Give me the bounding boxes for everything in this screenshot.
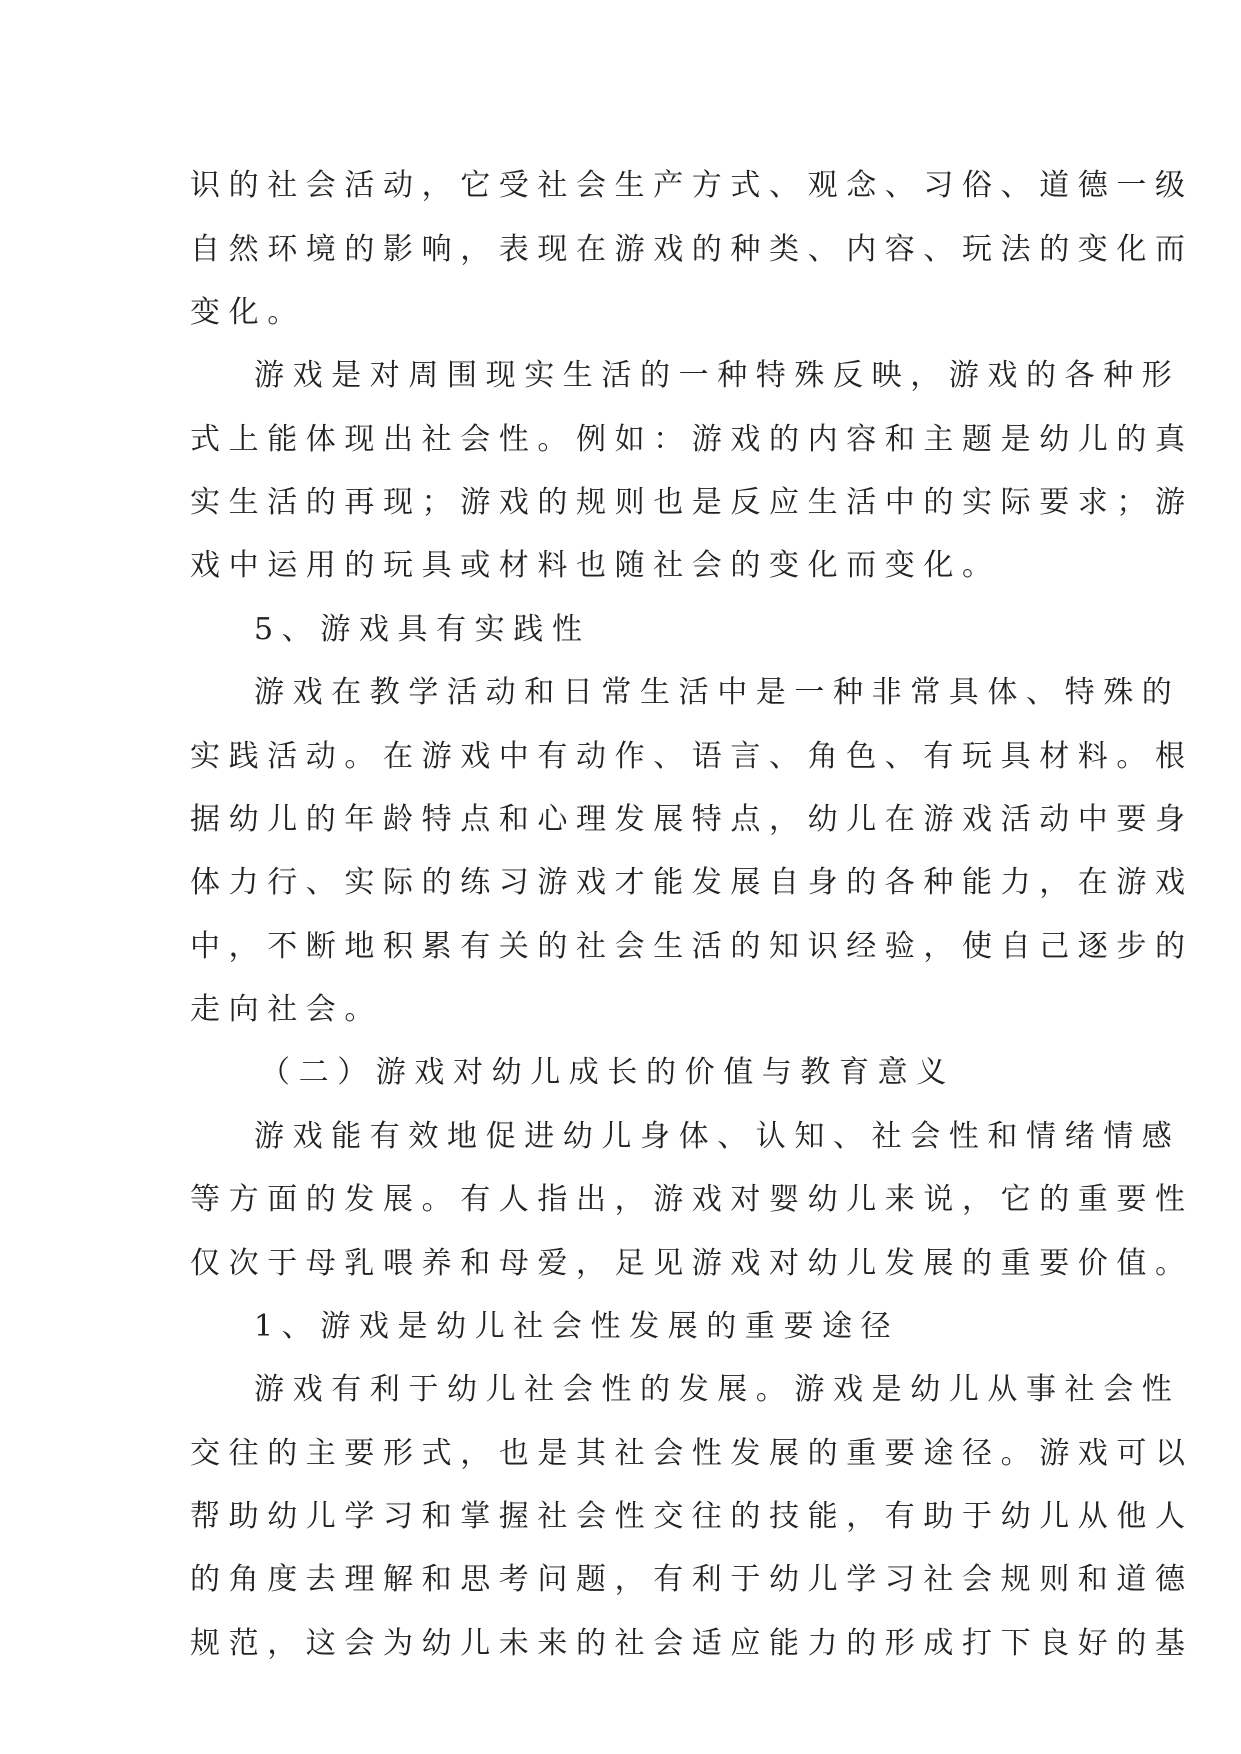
text-line: 等方面的发展。有人指出，游戏对婴幼儿来说，它的重要性 [190,1182,1194,1217]
text-line: 体力行、实际的练习游戏才能发展自身的各种能力，在游戏 [190,865,1194,900]
text-line: 帮助幼儿学习和掌握社会性交往的技能，有助于幼儿从他人 [190,1499,1194,1534]
paragraph-first-line: 游戏是对周围现实生活的一种特殊反映，游戏的各种形 [254,358,1181,393]
text-line: 实践活动。在游戏中有动作、语言、角色、有玩具材料。根 [190,739,1194,774]
section-heading: （二）游戏对幼儿成长的价值与教育意义 [260,1055,955,1090]
section-heading: 1、游戏是幼儿社会性发展的重要途径 [254,1309,900,1344]
text-line: 自然环境的影响，表现在游戏的种类、内容、玩法的变化而 [190,232,1194,267]
paragraph-first-line: 游戏能有效地促进幼儿身体、认知、社会性和情绪情感 [254,1119,1181,1154]
paragraph-first-line: 游戏有利于幼儿社会性的发展。游戏是幼儿从事社会性 [254,1372,1181,1407]
text-line: 走向社会。 [190,992,383,1027]
paragraph-first-line: 游戏在教学活动和日常生活中是一种非常具体、特殊的 [254,675,1181,710]
text-line: 规范，这会为幼儿未来的社会适应能力的形成打下良好的基 [190,1626,1194,1661]
text-line: 式上能体现出社会性。例如：游戏的内容和主题是幼儿的真 [190,422,1194,457]
text-line: 交往的主要形式，也是其社会性发展的重要途径。游戏可以 [190,1436,1194,1471]
text-line: 据幼儿的年龄特点和心理发展特点，幼儿在游戏活动中要身 [190,802,1194,837]
section-heading: 5、游戏具有实践性 [254,612,591,647]
text-line: 变化。 [190,295,306,330]
text-line: 仅次于母乳喂养和母爱，足见游戏对幼儿发展的重要价值。 [190,1246,1194,1281]
text-line: 戏中运用的玩具或材料也随社会的变化而变化。 [190,548,1001,583]
text-line: 实生活的再现；游戏的规则也是反应生活中的实际要求；游 [190,485,1194,520]
text-line: 的角度去理解和思考问题，有利于幼儿学习社会规则和道德 [190,1562,1194,1597]
text-line: 识的社会活动，它受社会生产方式、观念、习俗、道德一级 [190,168,1194,203]
text-line: 中，不断地积累有关的社会生活的知识经验，使自己逐步的 [190,929,1194,964]
